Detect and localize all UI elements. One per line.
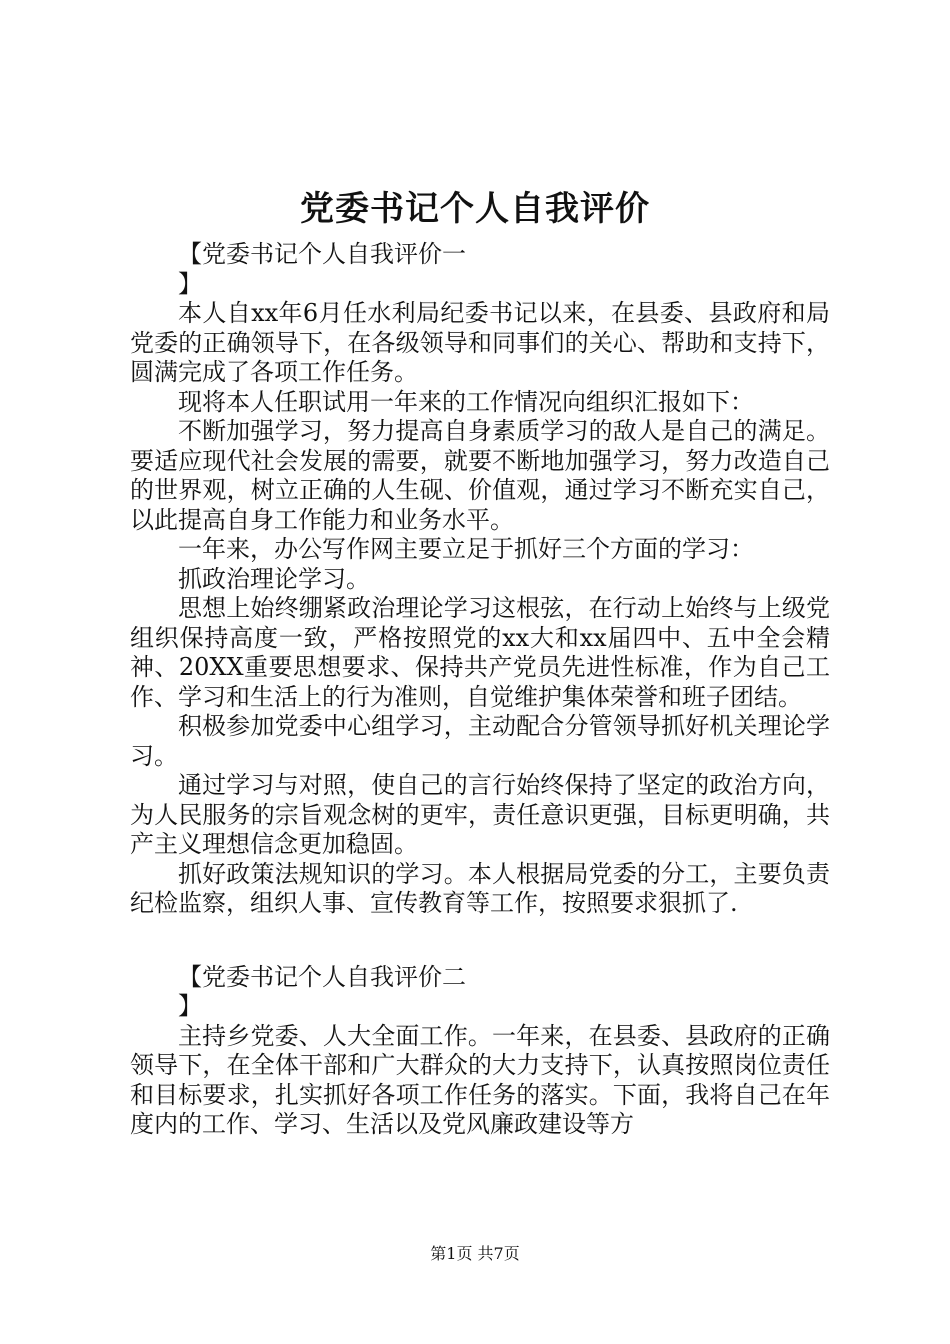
paragraph: 抓政治理论学习。 (178, 564, 370, 593)
document-body (130, 240, 830, 1140)
section-2-heading-close: 】 (178, 992, 202, 1020)
page-footer: 第1页 共7页 (430, 1244, 520, 1263)
section-1-heading: 【党委书记个人自我评价一 (178, 240, 466, 268)
paragraph: 一年来，办公写作网主要立足于抓好三个方面的学习： (178, 535, 754, 563)
paragraph: 通过学习与对照，使自己的言行始终保持了坚定的政治方向，为人民服务的宗旨观念树的更牢，责任意识更强，目标更明确，共产主义理想信念更加稳固。 (130, 771, 830, 858)
section-2-heading: 【党委书记个人自我评价二 (178, 962, 466, 991)
section-spacer (130, 919, 830, 963)
paragraph: 现将本人任职试用一年来的工作情况向组织汇报如下： (178, 387, 754, 416)
document-title: 党委书记个人自我评价 (300, 189, 650, 229)
paragraph: 积极参加党委中心组学习，主动配合分管领导抓好机关理论学习。 (130, 712, 830, 770)
paragraph: 不断加强学习，努力提高自身素质学习的敌人是自己的满足。要适应现代社会发展的需要，就要不断地加强学习，努力改造自己的世界观，树立正确的人生砚、价值观，通过学习不断充实自己，以此提高自身工作能力和业务水平。 (130, 417, 830, 534)
paragraph: 抓好政策法规知识的学习。本人根据局党委的分工，主要负责纪检监察，组织人事、宣传教育等工作，按照要求狠抓了. (130, 859, 830, 917)
paragraph: 主持乡党委、人大全面工作。一年来，在县委、县政府的正确领导下，在全体干部和广大群众的大力支持下，认真按照岗位责任和目标要求，扎实抓好各项工作任务的落实。下面，我将自己在年度内的工作、学习、生活以及党风廉政建设等方 (130, 1021, 830, 1138)
paragraph: 本人自xx年6月任水利局纪委书记以来，在县委、县政府和局党委的正确领导下，在各级领导和同事们的关心、帮助和支持下，圆满完成了各项工作任务。 (130, 299, 830, 386)
section-1-heading-close: 】 (178, 269, 202, 298)
paragraph: 思想上始终绷紧政治理论学习这根弦，在行动上始终与上级党组织保持高度一致，严格按照党的xx大和xx届四中、五中全会精神、20XX重要思想要求、保持共产党员先进性标准，作为自己工作、学习和生活上的行为准则，自觉维护集体荣誉和班子团结。 (130, 594, 830, 711)
